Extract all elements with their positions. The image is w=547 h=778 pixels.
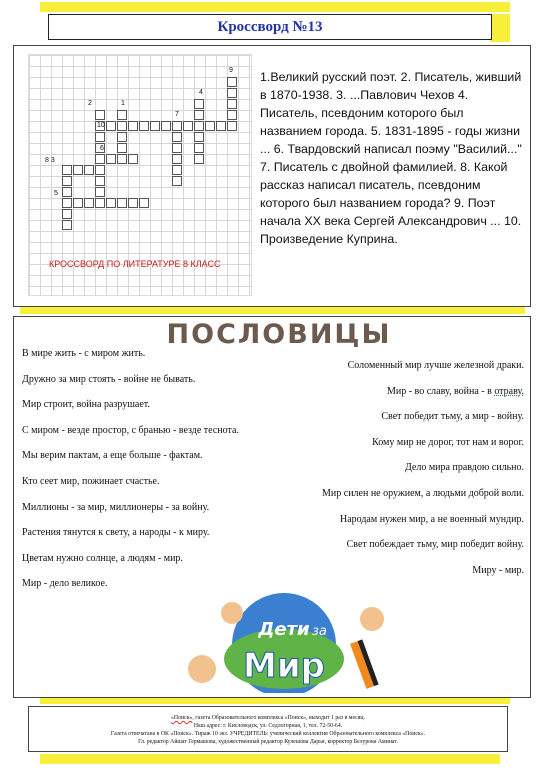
crossword-cell[interactable] [194,143,204,153]
crossword-cell[interactable] [84,165,94,175]
crossword-cell[interactable] [194,154,204,164]
crossword-cell[interactable] [95,165,105,175]
proverb-item: Свет побеждает тьму, мир победит войну. [346,539,524,551]
proverb-item: Кому мир не дорог, тот нам и ворог. [372,436,524,448]
proverb-item: Свет победит тьму, а мир - войну. [381,411,524,423]
crossword-cell[interactable] [62,220,72,230]
crossword-cell[interactable] [194,132,204,142]
newspaper-footer [28,706,508,752]
kids-for-peace-banner [172,589,396,693]
footer-line-1-text: , газета Образовательного комплекса «Поиск», выходит 1 раз в месяц. [192,715,365,721]
page-title: Кроссворд №13 [48,14,492,40]
proverb-underlined-word: отраву. [494,385,524,397]
dove-icon [322,596,334,601]
crossword-cell[interactable] [117,198,127,208]
crossword-cell[interactable] [227,99,237,109]
crossword-cell[interactable] [106,121,116,131]
crossword-cell[interactable] [117,143,127,153]
clue-number: 8 3 [45,157,55,164]
crossword-cell[interactable] [227,88,237,98]
proverb-item: В мире жить - с миром жить. [22,348,146,359]
crossword-cell[interactable] [95,198,105,208]
crossword-panel [13,45,531,307]
crossword-cell[interactable] [62,198,72,208]
crossword-cell[interactable] [128,198,138,208]
footer-newspaper-name: «Поиск» [171,715,193,721]
child-figure-top [221,602,243,624]
crossword-cell[interactable] [172,165,182,175]
proverb-text: Мир - во славу, война - в [386,385,492,397]
proverb-item: Мы верим пактам, а еще больше - фактам. [22,450,203,462]
crossword-cell[interactable] [172,121,182,131]
crossword-cell[interactable] [95,154,105,164]
crossword-cell[interactable] [139,121,149,131]
crossword-cell[interactable] [194,99,204,109]
clue-number: 9 [229,67,233,74]
crossword-cell[interactable] [139,198,149,208]
proverbs-title: ПОСЛОВИЦЫ [166,319,392,350]
proverb-item [224,385,524,411]
crossword-cell[interactable] [117,132,127,142]
crossword-cell[interactable] [95,187,105,197]
footer-line-3: Газета отпечатана в ОК «Поиск». Тираж 10 экз. УЧРЕДИТЕЛЬ: ученический коллектив Образовательного комплекса «Поиск». [110,731,426,737]
crossword-cell[interactable] [227,121,237,131]
clue-number: 6 [100,145,104,152]
banner-illustration [172,589,396,693]
crossword-cell[interactable] [117,154,127,164]
clue-number: 10 [97,122,105,129]
crossword-cell[interactable] [183,121,193,131]
clue-number: 4 [199,89,203,96]
crossword-cell[interactable] [117,121,127,131]
child-figure-left [188,655,216,683]
banner-word-3: Мир [243,646,325,686]
crossword-cell[interactable] [227,110,237,120]
crossword-cell[interactable] [216,121,226,131]
crossword-cell[interactable] [150,121,160,131]
proverb-item: Соломенный мир лучше железной драки. [347,360,524,371]
crossword-cell[interactable] [106,198,116,208]
crossword-cell[interactable] [172,132,182,142]
proverb-item: Цветам нужно солнце, а людям - мир. [22,552,183,564]
proverb-item: Мир силен не оружием, а людьми доброй воли. [322,487,524,499]
crossword-cell[interactable] [62,209,72,219]
mid-yellow-bar [20,306,525,314]
proverb-item: Миллионы - за мир, миллионеры - за войну. [22,501,210,513]
crossword-cell[interactable] [95,110,105,120]
proverb-item: Мир - дело великое. [22,578,108,590]
proverb-item: Растения тянутся к свету, а народы - к миру. [22,527,210,539]
footer-line-2: Наш адрес: г. Кисловодск, ул. Седлогорная, 1, тел. 72-50-64. [193,723,343,729]
crossword-cell[interactable] [84,198,94,208]
clue-number: 1 [121,100,125,107]
bottom-yellow-bar [40,698,510,704]
crossword-cell[interactable] [205,121,215,131]
clue-number: 5 [54,190,58,197]
crossword-clues: 1.Великий русский поэт. 2. Писатель, живший в 1870-1938. 3. ...Павлович Чехов 4. Писатель, псевдоним которого был названием города. 5. 1831-1895 - годы жизни ... 6. Твардовский написал поэму "Василий..." 7. Писатель с двойной фамилией. 8. Какой рассказ написал писатель, псевдоним которого был названием города? 9. Поэт начала XX века Сергей Александрович ... 10. Произведение Куприна. [260,70,522,246]
crossword-cell[interactable] [73,198,83,208]
crossword-cell[interactable] [62,165,72,175]
footer-yellow-bar [40,754,500,764]
crossword-cell[interactable] [172,143,182,153]
crossword-cell[interactable] [161,121,171,131]
proverbs-panel [13,316,531,698]
right-yellow-bar [490,14,510,42]
clue-number: 7 [175,111,179,118]
proverb-item: Дело мира правдою сильно. [404,462,524,474]
banner-word-1: Дети [258,619,310,640]
crossword-cell[interactable] [62,176,72,186]
clue-number: 2 [88,100,92,107]
crossword-cell[interactable] [172,154,182,164]
crossword-cell[interactable] [128,121,138,131]
crossword-cell[interactable] [194,110,204,120]
crossword-cell[interactable] [106,154,116,164]
proverb-item: Народам нужен мир, а не военный мундир. [339,513,524,525]
crossword-cell[interactable] [227,77,237,87]
banner-word-2: за [312,624,327,639]
crossword-cell[interactable] [172,176,182,186]
proverb-item: Дружно за мир стоять - войне не бывать. [22,373,196,385]
crossword-label: КРОССВОРД ПО ЛИТЕРАТУРЕ 8 КЛАСС [49,259,221,269]
proverb-item: С миром - везде простор, с бранью - везде теснота. [22,424,239,436]
footer-line-4: Гл. редактор Айшат Гермашова, художественный редактор Кулешова Дарья, корректор Белурова Аминат. [138,739,398,745]
crossword-grid [28,54,252,296]
footer-line-1 [29,714,507,722]
child-figure-right [360,607,384,631]
top-yellow-bar [40,2,510,12]
crossword-cell[interactable] [62,187,72,197]
crossword-cell[interactable] [194,121,204,131]
crossword-cell[interactable] [117,110,127,120]
proverb-item: Кто сеет мир, пожинает счастье. [22,475,160,487]
crossword-cell[interactable] [128,154,138,164]
proverbs-right-column [224,359,524,589]
crossword-cell[interactable] [95,176,105,186]
crossword-cell[interactable] [73,165,83,175]
proverb-item: Миру - мир. [472,564,524,576]
proverb-item: Мир строит, война разрушает. [22,399,150,411]
crossword-cell[interactable] [95,132,105,142]
